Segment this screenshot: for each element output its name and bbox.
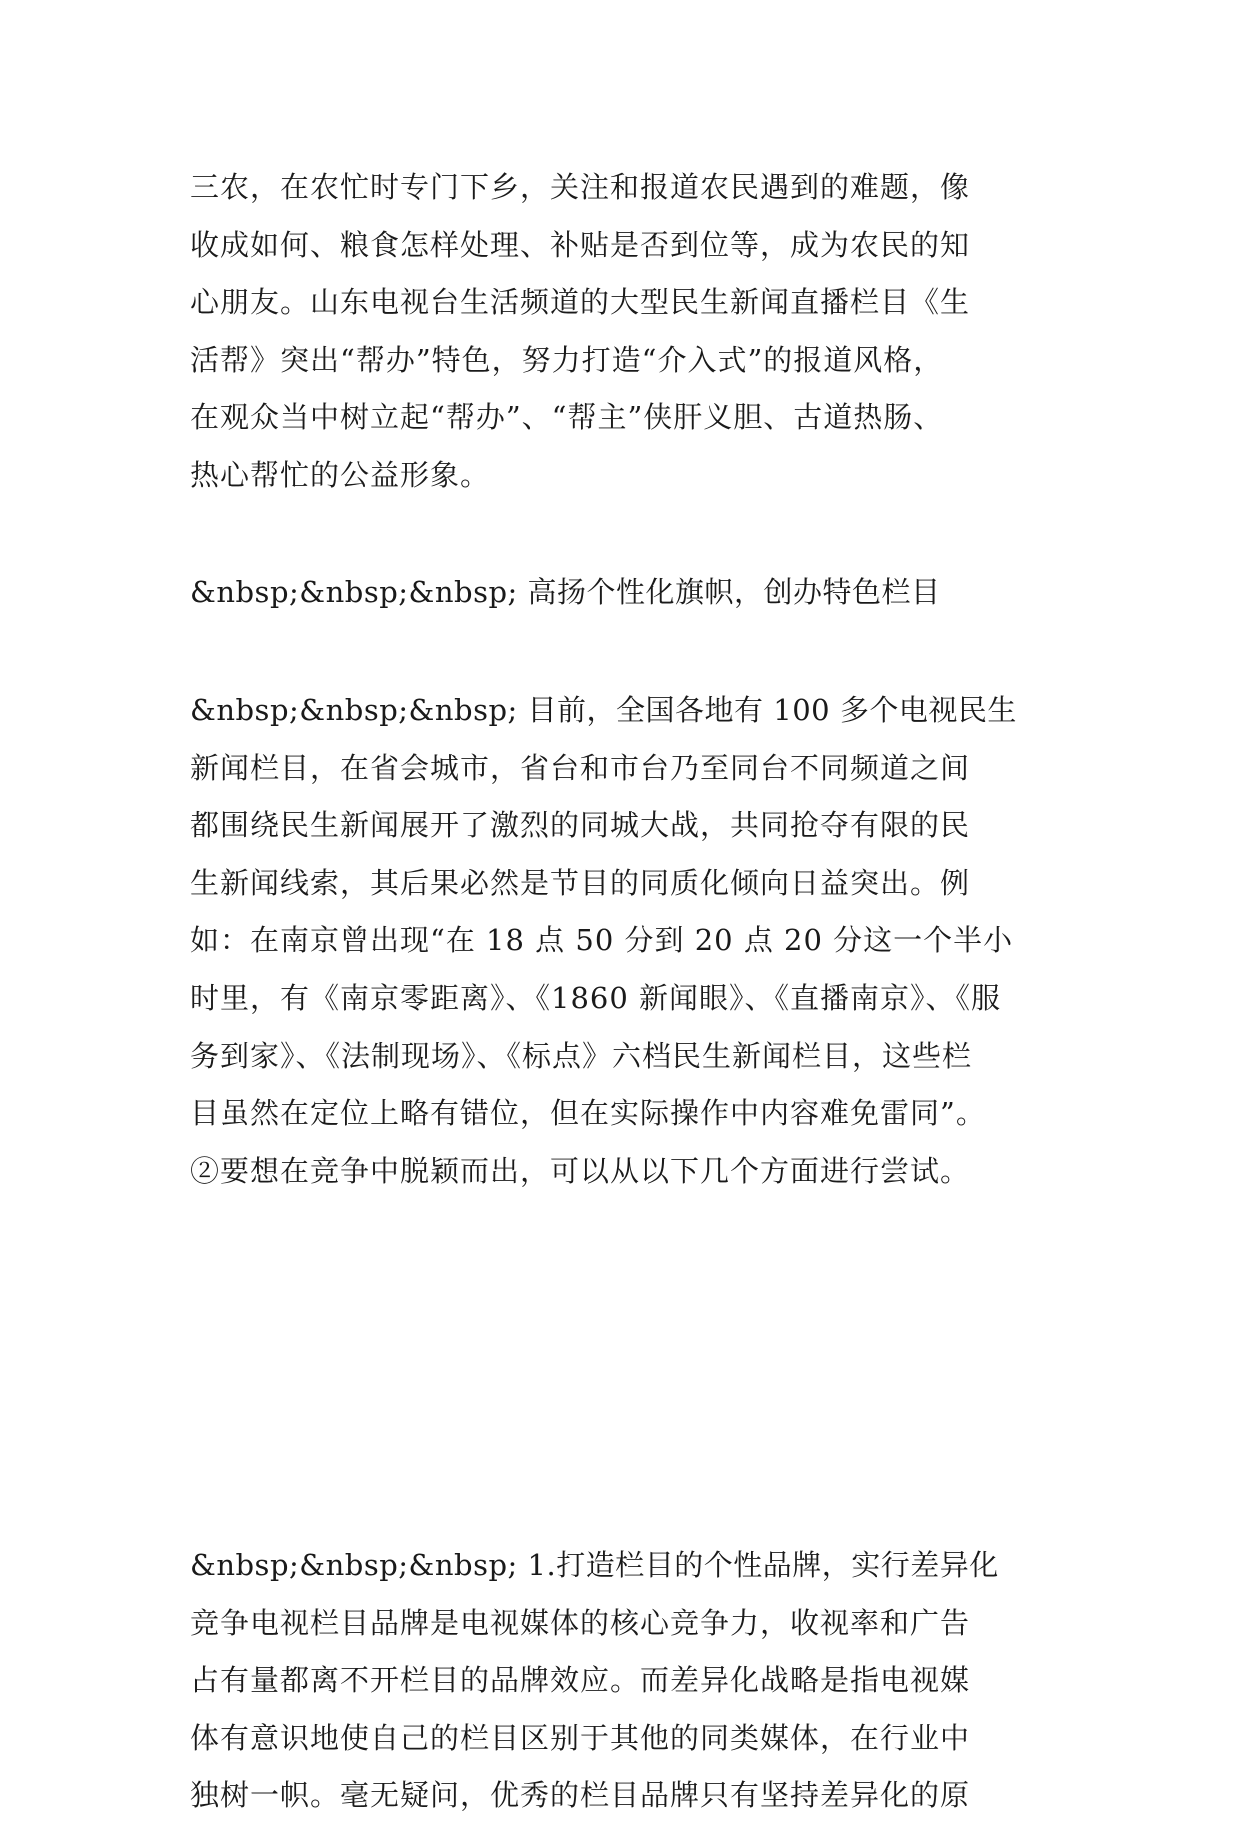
text-line: 收成如何、粮食怎样处理、补贴是否到位等，成为农民的知 xyxy=(190,227,971,262)
text-line: 占有量都离不开栏目的品牌效应。而差异化战略是指电视媒 xyxy=(190,1663,971,1698)
section-heading xyxy=(190,564,1070,622)
text-line: 独树一帜。毫无疑问，优秀的栏目品牌只有坚持差异化的原 xyxy=(190,1778,971,1813)
text-line: 活帮》突出“帮办”特色，努力打造“介入式”的报道风格， xyxy=(190,342,944,377)
text-line: 体有意识地使自己的栏目区别于其他的同类媒体，在行业中 xyxy=(190,1720,971,1755)
text-line: 心朋友。山东电视台生活频道的大型民生新闻直播栏目《生 xyxy=(190,285,971,320)
text-line: 竞争电视栏目品牌是电视媒体的核心竞争力，收视率和广告 xyxy=(190,1605,971,1640)
text-line: 务到家》、《法制现场》、《标点》六档民生新闻栏目，这些栏 xyxy=(190,1038,973,1073)
text-line: 热心帮忙的公益形象。 xyxy=(190,457,491,492)
heading-text: &nbsp;&nbsp;&nbsp; 高扬个性化旗帜，创办特色栏目 xyxy=(190,575,941,609)
paragraph-1 xyxy=(190,159,1070,505)
paragraph-3 xyxy=(190,1537,1070,1825)
text-line: 在观众当中树立起“帮办”、“帮主”侠肝义胆、古道热肠、 xyxy=(190,400,944,435)
text-line: 三农，在农忙时专门下乡，关注和报道农民遇到的难题，像 xyxy=(190,170,971,204)
text-line: &nbsp;&nbsp;&nbsp; 1.打造栏目的个性品牌，实行差异化 xyxy=(190,1548,999,1582)
text-line: 时里，有《南京零距离》、《1860 新闻眼》、《直播南京》、《服 xyxy=(190,980,1002,1015)
paragraph-2 xyxy=(190,682,1070,1200)
text-line: 生新闻线索，其后果必然是节目的同质化倾向日益突出。例 xyxy=(190,865,971,900)
text-line: ②要想在竞争中脱颖而出，可以从以下几个方面进行尝试。 xyxy=(190,1153,971,1188)
text-line: 目虽然在定位上略有错位，但在实际操作中内容难免雷同”。 xyxy=(190,1096,986,1131)
text-line: 都围绕民生新闻展开了激烈的同城大战，共同抢夺有限的民 xyxy=(190,808,971,843)
text-line: 如：在南京曾出现“在 18 点 50 分到 20 点 20 分这一个半小 xyxy=(190,923,1014,958)
text-line: &nbsp;&nbsp;&nbsp; 目前，全国各地有 100 多个电视民生 xyxy=(190,693,1017,727)
text-line: 新闻栏目，在省会城市，省台和市台乃至同台不同频道之间 xyxy=(190,750,971,785)
